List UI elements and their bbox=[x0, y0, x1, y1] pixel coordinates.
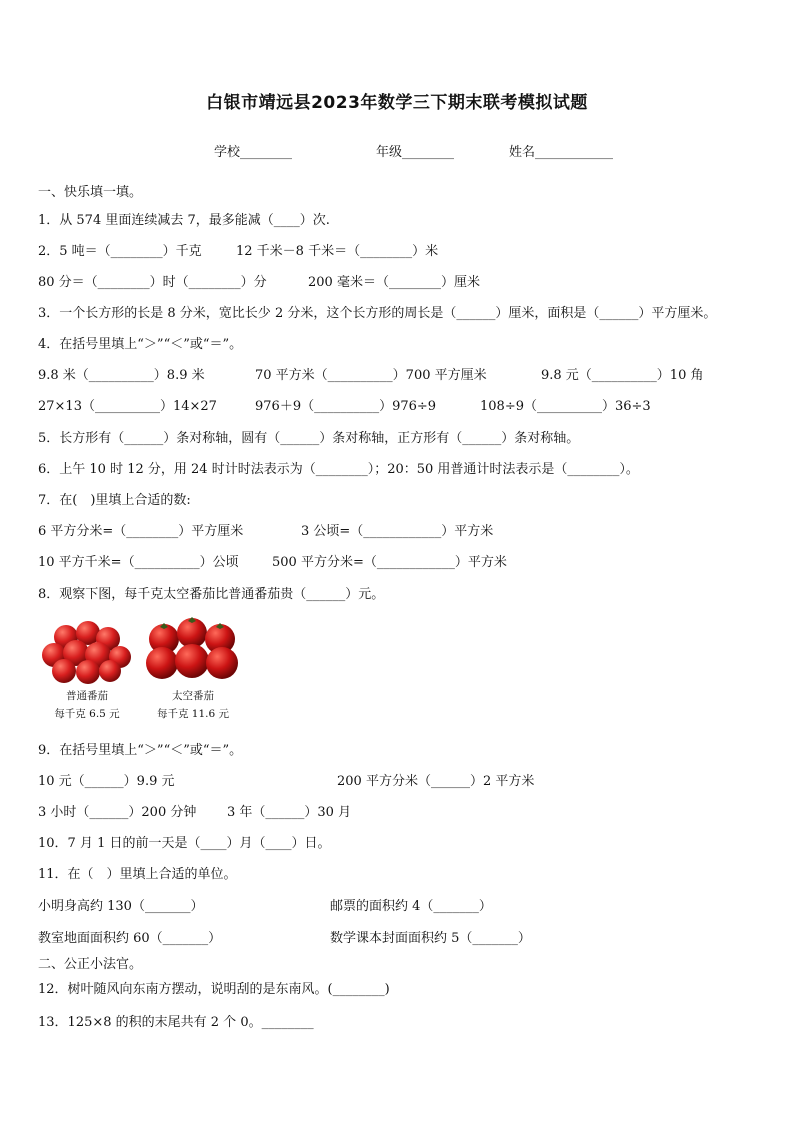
question-5: 5．长方形有（______）条对称轴，圆有（______）条对称轴，正方形有（______）条对称轴。 bbox=[38, 431, 580, 446]
space-tomato-price: 每千克 11.6 元 bbox=[156, 708, 230, 720]
page-title: 白银市靖远县2023年数学三下期末联考模拟试题 bbox=[206, 93, 588, 113]
question-2b: 12 千米－8 千米＝（________）米 bbox=[236, 244, 439, 259]
name-field[interactable]: 姓名____________ bbox=[509, 145, 614, 160]
question-4-item: 9.8 米（__________）8.9 米 bbox=[38, 368, 205, 383]
question-11c: 教室地面面积约 60（_______） bbox=[38, 931, 222, 946]
ordinary-tomato-label: 普通番茄 bbox=[66, 690, 108, 702]
question-9d: 3 年（______）30 月 bbox=[227, 805, 352, 820]
grade-field[interactable]: 年级________ bbox=[376, 145, 455, 160]
question-9c: 3 小时（______）200 分钟 bbox=[38, 805, 197, 820]
question-10: 10．7 月 1 日的前一天是（____）月（____）日。 bbox=[38, 836, 331, 851]
question-9b: 200 平方分米（______）2 平方米 bbox=[337, 774, 535, 789]
question-11b: 邮票的面积约 4（_______） bbox=[330, 899, 492, 914]
question-9-stem: 9．在括号里填上“＞”“＜”或“＝”。 bbox=[38, 743, 243, 758]
school-field[interactable]: 学校________ bbox=[214, 145, 293, 160]
question-11-stem: 11．在（ ）里填上合适的单位。 bbox=[38, 867, 237, 882]
question-7a: 6 平方分米=（________）平方厘米 bbox=[38, 524, 244, 539]
question-4-item: 976＋9（__________）976÷9 bbox=[255, 399, 437, 414]
question-7c: 10 平方千米=（__________）公顷 bbox=[38, 555, 239, 570]
ordinary-tomato-price: 每千克 6.5 元 bbox=[54, 708, 120, 720]
question-2a: 2．5 吨＝（________）千克 bbox=[38, 244, 202, 259]
question-6: 6．上午 10 时 12 分，用 24 时计时法表示为（________）；20：50 用普通计时法表示是（________）。 bbox=[38, 462, 639, 477]
question-4-item: 108÷9（__________）36÷3 bbox=[480, 399, 651, 414]
question-3: 3．一个长方形的长是 8 分米，宽比长少 2 分米，这个长方形的周长是（______）厘米，面积是（______）平方厘米。 bbox=[38, 306, 717, 321]
question-4-item: 70 平方米（__________）700 平方厘米 bbox=[255, 368, 487, 383]
question-2d: 200 毫米＝（________）厘米 bbox=[308, 275, 480, 290]
question-7b: 3 公顷=（____________）平方米 bbox=[301, 524, 494, 539]
question-11a: 小明身高约 130（_______） bbox=[38, 899, 204, 914]
section-heading: 一、快乐填一填。 bbox=[38, 185, 143, 200]
ordinary-tomato-image bbox=[36, 617, 146, 687]
question-4-stem: 4．在括号里填上“＞”“＜”或“＝”。 bbox=[38, 337, 243, 352]
question-8-stem: 8．观察下图，每千克太空番茄比普通番茄贵（______）元。 bbox=[38, 587, 385, 602]
question-4-item: 9.8 元（__________）10 角 bbox=[541, 368, 704, 383]
question-12: 12．树叶随风向东南方摆动，说明刮的是东南风。(________) bbox=[38, 982, 390, 997]
question-7d: 500 平方分米=（____________）平方米 bbox=[272, 555, 507, 570]
question-2c: 80 分＝（________）时（________）分 bbox=[38, 275, 267, 290]
section-heading: 二、公正小法官。 bbox=[38, 957, 143, 972]
question-13: 13．125×8 的积的末尾共有 2 个 0。________ bbox=[38, 1015, 314, 1030]
space-tomato-image bbox=[140, 615, 250, 687]
question-7-stem: 7．在( )里填上合适的数: bbox=[38, 493, 191, 508]
question-4-item: 27×13（__________）14×27 bbox=[38, 399, 217, 414]
question-9a: 10 元（______）9.9 元 bbox=[38, 774, 175, 789]
space-tomato-label: 太空番茄 bbox=[172, 690, 214, 702]
question-1: 1．从 574 里面连续减去 7，最多能减（____）次. bbox=[38, 213, 330, 228]
question-11d: 数学课本封面面积约 5（_______） bbox=[330, 931, 531, 946]
